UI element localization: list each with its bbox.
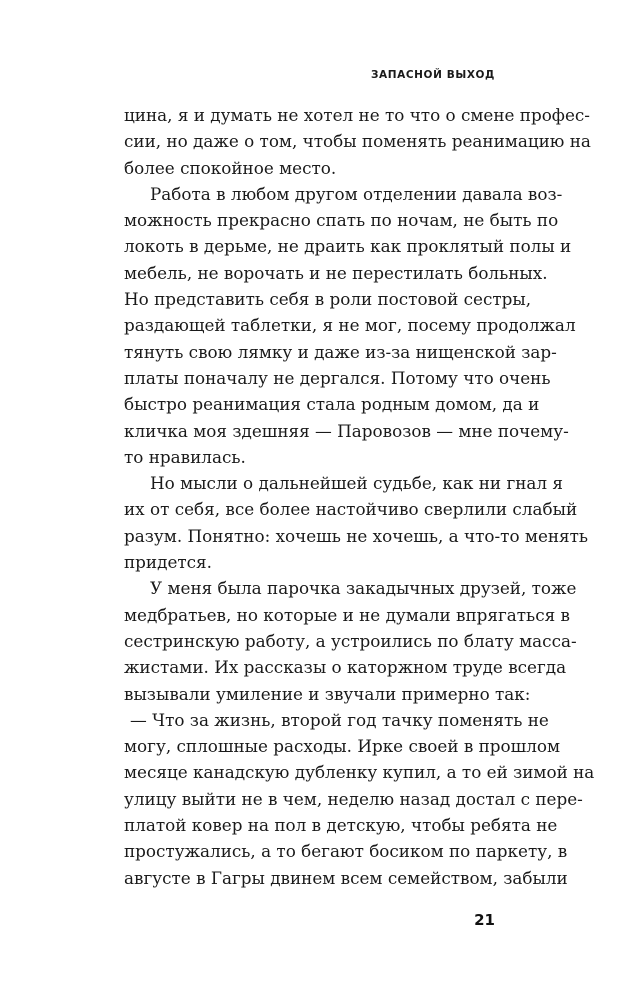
page-number: 21 — [474, 911, 495, 929]
text-line: У меня была парочка закадычных друзей, тоже — [150, 578, 577, 599]
text-line: августе в Гагры двинем всем семейством, забыли — [124, 867, 568, 888]
text-line: — Что за жизнь, второй год тачку поменять не — [130, 709, 549, 730]
text-line: простужались, а то бегают босиком по паркету, в — [124, 841, 568, 862]
text-line: Работа в любом другом отделении давала воз- — [150, 183, 563, 204]
text-line: сестринскую работу, а устроились по блату масса- — [124, 630, 577, 651]
text-line: локоть в дерьме, не драить как проклятый полы и — [124, 236, 572, 257]
text-line: раздающей таблетки, я не мог, посему продолжал — [124, 315, 576, 336]
text-line: жистами. Их рассказы о каторжном труде всегда — [124, 657, 567, 678]
text-line: можность прекрасно спать по ночам, не быть по — [124, 210, 559, 231]
text-line: улицу выйти не в чем, неделю назад достал с пере- — [124, 788, 583, 809]
text-line: быстро реанимация стала родным домом, да и — [124, 394, 540, 415]
text-line: их от себя, все более настойчиво сверлили слабый — [124, 499, 578, 520]
text-line: разум. Понятно: хочешь не хочешь, а что-то менять — [124, 525, 589, 546]
text-line: более спокойное место. — [124, 157, 337, 178]
running-header: ЗАПАСНОЙ ВЫХОД — [370, 69, 495, 81]
text-line: сии, но даже о том, чтобы поменять реанимацию на — [124, 131, 591, 152]
text-line: тянуть свою лямку и даже из-за нищенской зар- — [124, 341, 557, 362]
text-line: месяце канадскую дубленку купил, а то ей зимой на — [124, 762, 595, 783]
text-line: цина, я и думать не хотел не то что о смене профес- — [124, 105, 590, 125]
text-line: придется. — [124, 552, 212, 573]
text-line: мебель, не ворочать и не перестилать больных. — [124, 262, 548, 283]
text-line: вызывали умиление и звучали примерно так: — [124, 683, 531, 704]
text-line: могу, сплошные расходы. Ирке своей в прошлом — [124, 736, 561, 757]
text-line: Но мысли о дальнейшей судьбе, как ни гнал я — [150, 473, 564, 494]
text-line: кличка моя здешняя — Паровозов — мне почему- — [124, 420, 569, 441]
text-line: платой ковер на пол в детскую, чтобы ребята не — [124, 815, 558, 836]
body-text — [124, 102, 595, 891]
text-line: медбратьев, но которые и не думали впрягаться в — [124, 604, 570, 625]
text-line: Но представить себя в роли постовой сестры, — [124, 289, 532, 310]
text-line: то нравилась. — [124, 446, 246, 467]
text-line: платы поначалу не дергался. Потому что очень — [124, 367, 551, 388]
